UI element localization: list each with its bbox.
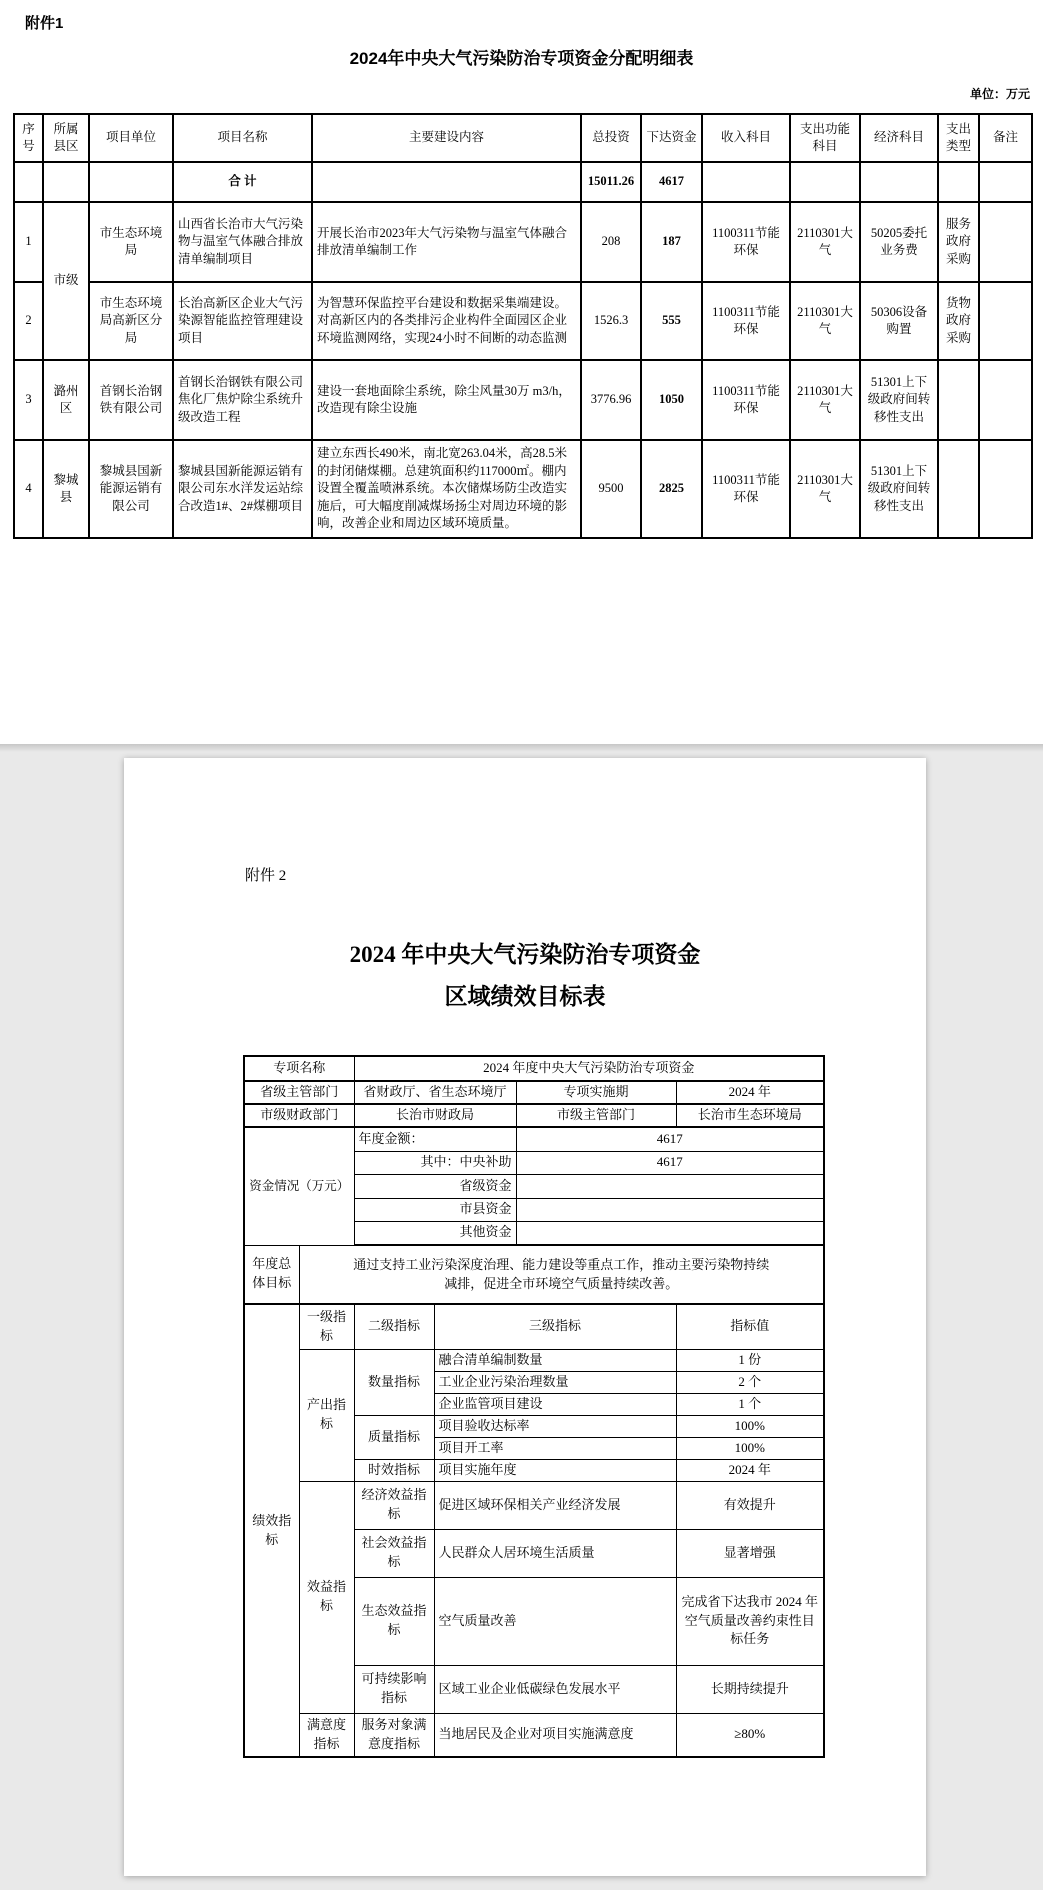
satisfaction-sub-label: 服务对象满意度指标 (354, 1713, 434, 1757)
indicator-value: 100% (676, 1415, 824, 1437)
period-label: 专项实施期 (516, 1081, 676, 1104)
indicator-name: 工业企业污染治理数量 (434, 1371, 676, 1393)
city-dept-label: 市级主管部门 (516, 1104, 676, 1127)
perf-section-label: 绩效指标 (244, 1304, 299, 1757)
col-header-seq: 序号 (14, 114, 43, 162)
benefit-sub-label: 生态效益指标 (354, 1577, 434, 1665)
attachment1-title: 2024年中央大气污染防治专项资金分配明细表 (349, 49, 694, 68)
perf-header-l1: 一级指标 (299, 1304, 354, 1349)
col-header-type: 支出类型 (938, 114, 979, 162)
quality-indicator-label: 质量指标 (354, 1415, 434, 1459)
col-header-remark: 备注 (979, 114, 1032, 162)
indicator-value: 2 个 (676, 1371, 824, 1393)
annual-goal-label: 年度总体目标 (244, 1245, 299, 1304)
special-name-value: 2024 年度中央大气污染防治专项资金 (354, 1056, 824, 1081)
county-merged-cell: 市级 (43, 202, 89, 360)
col-header-invest: 总投资 (581, 114, 641, 162)
indicator-name: 项目实施年度 (434, 1459, 676, 1481)
fund-row-value: 4617 (516, 1127, 824, 1151)
prov-dept-value: 省财政厅、省生态环境厅 (354, 1081, 516, 1104)
time-indicator-label: 时效指标 (354, 1459, 434, 1481)
special-name-label: 专项名称 (244, 1056, 354, 1081)
table-row: 2 市生态环境局高新区分局 长治高新区企业大气污染源智能监控管理建设项目 为智慧环保监控平台建设和数据采集端建设。对高新区内的各类排污企业构件全面园区企业环境监测网络，实现24小时不间断的动态监测 1526.3 555 1100311节能环保 2110301大气 50306设备购置 货物政府采购 (14, 282, 1032, 360)
performance-target-table (243, 1055, 825, 1758)
city-dept-value: 长治市生态环境局 (676, 1104, 824, 1127)
fund-row-value (516, 1221, 824, 1245)
col-header-content: 主要建设内容 (312, 114, 581, 162)
fund-row-label: 省级资金 (354, 1174, 516, 1198)
indicator-value: 2024 年 (676, 1459, 824, 1481)
indicator-name: 融合清单编制数量 (434, 1349, 676, 1371)
col-header-func: 支出功能科目 (790, 114, 860, 162)
col-header-name: 项目名称 (173, 114, 312, 162)
quantity-indicator-label: 数量指标 (354, 1349, 434, 1415)
indicator-value: 显著增强 (676, 1529, 824, 1577)
viewer-gray-background (0, 744, 1043, 1890)
fund-row-label: 市县资金 (354, 1198, 516, 1221)
satisfaction-indicator-label: 满意度指标 (299, 1713, 354, 1757)
fund-row-value: 4617 (516, 1151, 824, 1174)
benefit-sub-label: 社会效益指标 (354, 1529, 434, 1577)
output-indicator-label: 产出指标 (299, 1349, 354, 1481)
indicator-name: 区域工业企业低碳绿色发展水平 (434, 1665, 676, 1713)
attachment2-label: 附件 2 (245, 868, 287, 884)
indicator-value: 1 个 (676, 1393, 824, 1415)
indicator-value: 1 份 (676, 1349, 824, 1371)
attachment1-label: 附件1 (25, 15, 64, 32)
unit-note: 单位：万元 (969, 87, 1030, 101)
total-invest: 15011.26 (581, 162, 641, 202)
indicator-value: 100% (676, 1437, 824, 1459)
total-row (14, 162, 1032, 202)
funds-section-label: 资金情况（万元） (244, 1127, 354, 1245)
indicator-name: 空气质量改善 (434, 1577, 676, 1665)
indicator-name: 人民群众人居环境生活质量 (434, 1529, 676, 1577)
perf-header-value: 指标值 (676, 1304, 824, 1349)
city-fin-label: 市级财政部门 (244, 1104, 354, 1127)
annual-goal-text: 通过支持工业污染深度治理、能力建设等重点工作，推动主要污染物持续 减排，促进全市环境空气质量持续改善。 (299, 1245, 824, 1304)
indicator-value: 有效提升 (676, 1481, 824, 1529)
benefit-indicator-label: 效益指标 (299, 1481, 354, 1713)
indicator-name: 企业监管项目建设 (434, 1393, 676, 1415)
table-header-row (14, 114, 1032, 162)
city-fin-value: 长治市财政局 (354, 1104, 516, 1127)
benefit-sub-label: 经济效益指标 (354, 1481, 434, 1529)
fund-row-label: 其他资金 (354, 1221, 516, 1245)
col-header-econ: 经济科目 (860, 114, 938, 162)
attachment2-title (124, 934, 926, 1018)
perf-header-l3: 三级指标 (434, 1304, 676, 1349)
indicator-name: 当地居民及企业对项目实施满意度 (434, 1713, 676, 1757)
attachment2-title-line2: 区域绩效目标表 (444, 984, 606, 1009)
indicator-value: ≥80% (676, 1713, 824, 1757)
attachment2-page (124, 758, 926, 1876)
total-alloc: 4617 (641, 162, 702, 202)
fund-row-value (516, 1174, 824, 1198)
indicator-name: 项目开工率 (434, 1437, 676, 1459)
fund-allocation-table (13, 113, 1033, 539)
col-header-alloc: 下达资金 (641, 114, 702, 162)
fund-row-label: 其中：中央补助 (354, 1151, 516, 1174)
indicator-name: 项目验收达标率 (434, 1415, 676, 1437)
total-label: 合 计 (173, 162, 312, 202)
perf-header-l2: 二级指标 (354, 1304, 434, 1349)
indicator-name: 促进区域环保相关产业经济发展 (434, 1481, 676, 1529)
col-header-unit: 项目单位 (89, 114, 173, 162)
table-row: 1 市级 市生态环境局 山西省长治市大气污染物与温室气体融合排放清单编制项目 开展长治市2023年大气污染物与温室气体融合排放清单编制工作 208 187 1100311节能环保 2110301大气 50205委托业务费 服务政府采购 (14, 202, 1032, 282)
col-header-income: 收入科目 (702, 114, 790, 162)
indicator-value: 长期持续提升 (676, 1665, 824, 1713)
benefit-sub-label: 可持续影响指标 (354, 1665, 434, 1713)
prov-dept-label: 省级主管部门 (244, 1081, 354, 1104)
fund-row-label: 年度金额： (354, 1127, 516, 1151)
attachment2-title-line1: 2024 年中央大气污染防治专项资金 (349, 942, 701, 967)
table-row: 3 潞州区 首钢长治钢铁有限公司 首钢长治钢铁有限公司焦化厂焦炉除尘系统升级改造工程 建设一套地面除尘系统，除尘风量30万 m3/h，改造现有除尘设施 3776.96 1050 1100311节能环保 2110301大气 51301上下级政府间转移性支出 (14, 360, 1032, 440)
table-row: 4 黎城县 黎城县国新能源运销有限公司 黎城县国新能源运销有限公司东水洋发运站综合改造1#、2#煤棚项目 建立东西长490米，南北宽263.04米，高28.5米的封闭储煤棚。总建筑面积约117000㎡。棚内设置全覆盖喷淋系统。本次储煤场防尘改造实施后，可大幅度削减煤场扬尘对周边环境的影响，改善企业和周边区域环境质量。 9500 2825 1100311节能环保 2110301大气 51301上下级政府间转移性支出 (14, 440, 1032, 538)
fund-row-value (516, 1198, 824, 1221)
indicator-value: 完成省下达我市 2024 年空气质量改善约束性目标任务 (676, 1577, 824, 1665)
col-header-county: 所属县区 (43, 114, 89, 162)
period-value: 2024 年 (676, 1081, 824, 1104)
